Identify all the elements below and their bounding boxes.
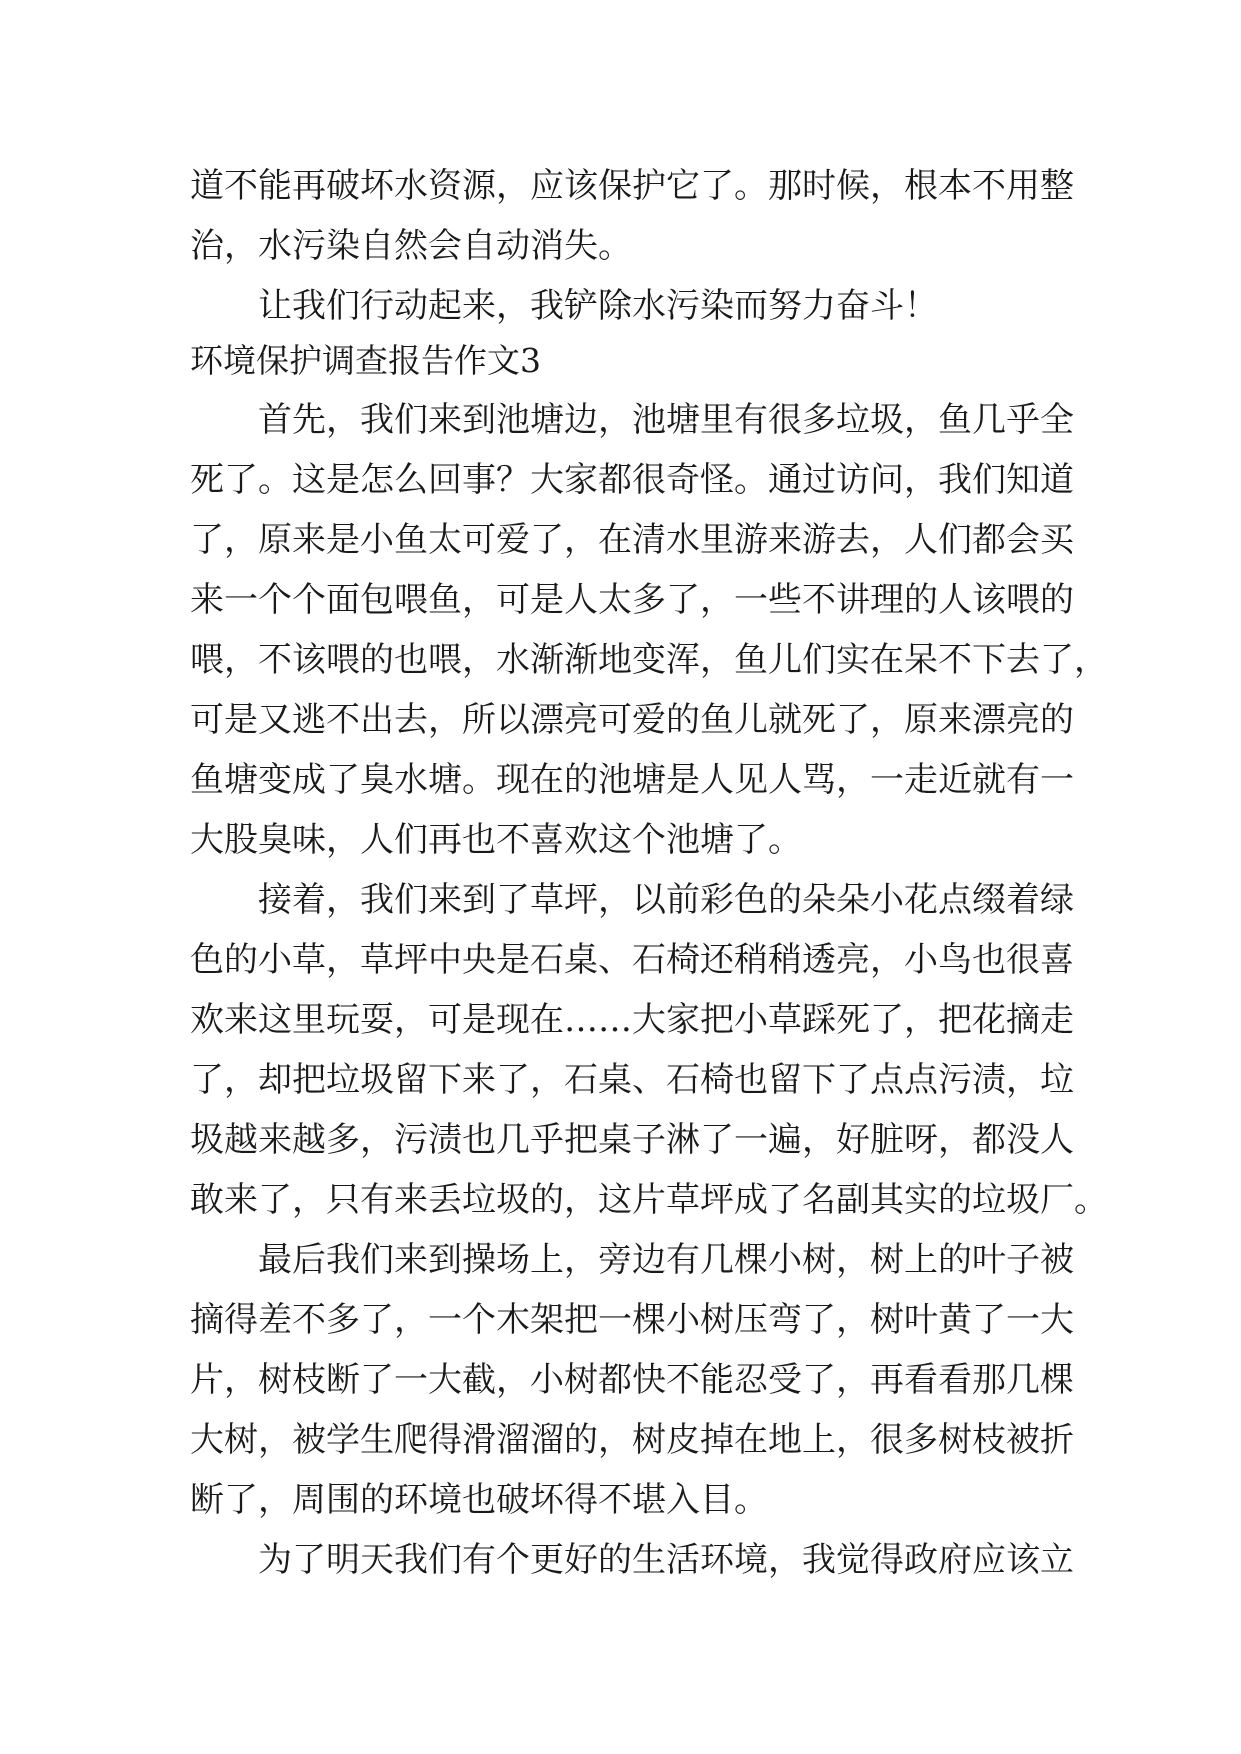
text-line: 大股臭味，人们再也不喜欢这个池塘了。 (190, 820, 802, 860)
text-line: 治，水污染自然会自动消失。 (190, 226, 632, 266)
text-line: 欢来这里玩耍，可是现在……大家把小草踩死了，把花摘走 (190, 1000, 1074, 1040)
text-line: 大树，被学生爬得滑溜溜的，树皮掉在地上，很多树枝被折 (190, 1420, 1074, 1460)
text-line: 片，树枝断了一大截，小树都快不能忍受了，再看看那几棵 (190, 1360, 1074, 1400)
text-line: 来一个个面包喂鱼，可是人太多了，一些不讲理的人该喂的 (190, 580, 1074, 620)
text-line: 色的小草，草坪中央是石桌、石椅还稍稍透亮，小鸟也很喜 (190, 940, 1074, 980)
text-line: 了，原来是小鱼太可爱了，在清水里游来游去，人们都会买 (190, 520, 1074, 560)
text-line: 喂，不该喂的也喂，水渐渐地变浑，鱼儿们实在呆不下去了， (190, 640, 1108, 680)
text-line: 首先，我们来到池塘边，池塘里有很多垃圾，鱼几乎全 (258, 400, 1074, 440)
text-line: 了，却把垃圾留下来了，石桌、石椅也留下了点点污渍，垃 (190, 1060, 1074, 1100)
text-line: 让我们行动起来，我铲除水污染而努力奋斗！ (258, 286, 938, 326)
section-title: 环境保护调查报告作文3 (190, 341, 541, 380)
text-line: 为了明天我们有个更好的生活环境，我觉得政府应该立 (258, 1540, 1074, 1580)
text-line: 接着，我们来到了草坪，以前彩色的朵朵小花点缀着绿 (258, 880, 1074, 920)
text-line: 敢来了，只有来丢垃圾的，这片草坪成了名副其实的垃圾厂。 (190, 1180, 1108, 1220)
text-line: 摘得差不多了，一个木架把一棵小树压弯了，树叶黄了一大 (190, 1300, 1074, 1340)
text-line: 鱼塘变成了臭水塘。现在的池塘是人见人骂，一走近就有一 (190, 760, 1074, 800)
text-line: 圾越来越多，污渍也几乎把桌子淋了一遍，好脏呀，都没人 (190, 1120, 1074, 1160)
text-line: 最后我们来到操场上，旁边有几棵小树，树上的叶子被 (258, 1240, 1074, 1280)
text-line: 断了，周围的环境也破坏得不堪入目。 (190, 1480, 768, 1520)
text-line: 道不能再破坏水资源，应该保护它了。那时候，根本不用整 (190, 166, 1074, 206)
text-line: 可是又逃不出去，所以漂亮可爱的鱼儿就死了，原来漂亮的 (190, 700, 1074, 740)
text-line: 死了。这是怎么回事？大家都很奇怪。通过访问，我们知道 (190, 460, 1074, 500)
